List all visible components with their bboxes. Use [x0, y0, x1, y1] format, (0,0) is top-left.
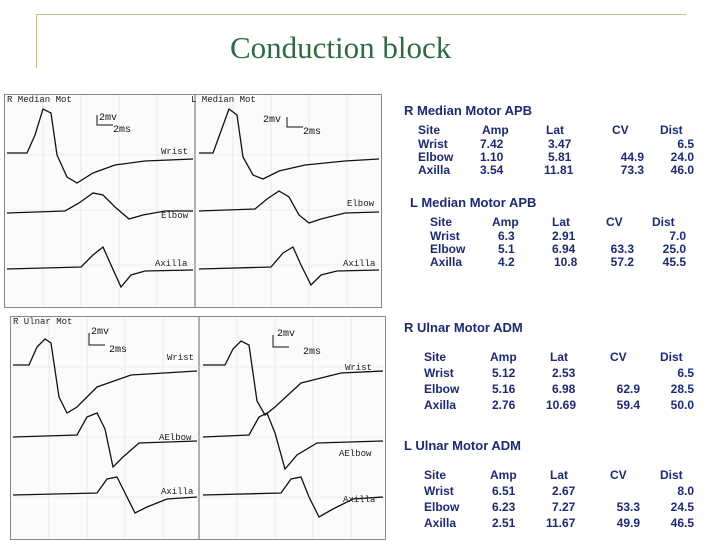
- cell-dist: 28.5: [670, 382, 694, 396]
- table-l-ulnar: [404, 438, 714, 538]
- cell-site: Wrist: [430, 229, 460, 243]
- slide-title: Conduction block: [230, 30, 452, 65]
- header-amp: Amp: [482, 123, 509, 137]
- cell-lat: 10.8: [554, 255, 578, 269]
- cell-lat: 6.94: [552, 242, 576, 256]
- ulnar-tracings-svg: [11, 317, 385, 539]
- header-dist: Dist: [660, 468, 683, 482]
- table-title: L Median Motor APB: [410, 195, 537, 210]
- cell-site: Elbow: [424, 382, 460, 396]
- ulnar-tracings-image: [10, 316, 386, 540]
- cell-site: Axilla: [424, 516, 457, 530]
- frame-line-left: [36, 14, 37, 68]
- header-lat: Lat: [550, 468, 568, 482]
- cell-amp: 4.2: [498, 255, 515, 269]
- table-title: R Ulnar Motor ADM: [404, 320, 523, 335]
- cell-cv: 57.2: [610, 255, 634, 269]
- ulnar-axilla-label-right: Axilla: [343, 495, 376, 505]
- r-median-panel-title: R Median Mot: [7, 95, 72, 105]
- table-l-median: [410, 195, 710, 271]
- header-amp: Amp: [490, 350, 517, 364]
- cell-dist: 6.5: [677, 366, 694, 380]
- r-ulnar-time-scale: 2ms: [109, 345, 128, 356]
- r-ulnar-amp-scale: 2mv: [91, 327, 110, 338]
- cell-amp: 5.1: [498, 242, 515, 256]
- cell-amp: 5.16: [492, 382, 516, 396]
- r-median-amp-scale: 2mv: [99, 113, 118, 124]
- r-median-time-scale: 2ms: [113, 125, 132, 136]
- header-amp: Amp: [490, 468, 517, 482]
- l-median-amp-scale: 2mv: [263, 115, 282, 126]
- cell-amp: 7.42: [480, 137, 504, 151]
- cell-dist: 46.0: [670, 163, 694, 177]
- header-site: Site: [418, 123, 441, 137]
- ulnar-axilla-label-left: Axilla: [161, 487, 194, 497]
- cell-site: Axilla: [424, 398, 457, 412]
- cell-dist: 24.0: [670, 150, 694, 164]
- cell-site: Wrist: [424, 366, 454, 380]
- frame-line-top: [36, 14, 686, 15]
- cell-dist: 7.0: [669, 229, 686, 243]
- cell-lat: 5.81: [548, 150, 572, 164]
- header-dist: Dist: [660, 123, 683, 137]
- l-ulnar-time-scale: 2ms: [303, 347, 322, 358]
- cell-lat: 11.81: [544, 163, 574, 177]
- cell-lat: 11.67: [546, 516, 576, 530]
- cell-lat: 6.98: [552, 382, 576, 396]
- cell-lat: 7.27: [552, 500, 576, 514]
- median-wrist-label: Wrist: [161, 147, 189, 157]
- cell-site: Elbow: [418, 150, 454, 164]
- cell-lat: 2.67: [552, 484, 576, 498]
- cell-amp: 2.76: [492, 398, 516, 412]
- header-lat: Lat: [546, 123, 564, 137]
- cell-amp: 6.51: [492, 484, 516, 498]
- header-dist: Dist: [660, 350, 683, 364]
- header-site: Site: [424, 468, 447, 482]
- cell-lat: 2.91: [552, 229, 576, 243]
- cell-site: Wrist: [418, 137, 448, 151]
- cell-lat: 3.47: [548, 137, 572, 151]
- cell-amp: 2.51: [492, 516, 516, 530]
- cell-dist: 50.0: [670, 398, 694, 412]
- header-cv: CV: [610, 350, 627, 364]
- cell-dist: 46.5: [670, 516, 694, 530]
- median-axilla-label-right: Axilla: [343, 259, 376, 269]
- header-cv: CV: [606, 215, 623, 229]
- median-axilla-label: Axilla: [155, 259, 188, 269]
- median-elbow-label: Elbow: [161, 211, 189, 221]
- table-title: L Ulnar Motor ADM: [404, 438, 521, 453]
- r-ulnar-panel-title: R Ulnar Mot: [13, 317, 73, 327]
- l-median-panel-title: L Median Mot: [191, 95, 256, 105]
- header-site: Site: [424, 350, 447, 364]
- median-elbow-label-right: Elbow: [347, 199, 375, 209]
- cell-dist: 24.5: [670, 500, 694, 514]
- cell-dist: 6.5: [677, 137, 694, 151]
- cell-cv: 59.4: [616, 398, 640, 412]
- header-amp: Amp: [492, 215, 519, 229]
- cell-amp: 6.23: [492, 500, 516, 514]
- cell-cv: 53.3: [616, 500, 640, 514]
- cell-site: Axilla: [418, 163, 451, 177]
- cell-site: Elbow: [430, 242, 466, 256]
- table-title: R Median Motor APB: [404, 103, 533, 118]
- cell-amp: 3.54: [480, 163, 504, 177]
- ulnar-wrist-label-right: Wrist: [345, 363, 373, 373]
- cell-dist: 8.0: [677, 484, 694, 498]
- median-tracings-svg: [5, 95, 381, 307]
- l-ulnar-amp-scale: 2mv: [277, 329, 296, 340]
- header-cv: CV: [612, 123, 629, 137]
- cell-amp: 5.12: [492, 366, 516, 380]
- header-dist: Dist: [652, 215, 675, 229]
- cell-cv: 73.3: [620, 163, 644, 177]
- header-lat: Lat: [552, 215, 570, 229]
- cell-lat: 10.69: [546, 398, 577, 412]
- table-r-median: [404, 103, 704, 179]
- header-lat: Lat: [550, 350, 568, 364]
- median-tracings-image: [4, 94, 382, 308]
- cell-dist: 25.0: [662, 242, 686, 256]
- table-r-ulnar: [404, 320, 714, 412]
- header-site: Site: [430, 215, 453, 229]
- cell-cv: 49.9: [616, 516, 640, 530]
- cell-dist: 45.5: [662, 255, 686, 269]
- cell-cv: 63.3: [610, 242, 634, 256]
- ulnar-elbow-label-right: AElbow: [339, 449, 372, 459]
- header-cv: CV: [610, 468, 627, 482]
- cell-cv: 44.9: [620, 150, 644, 164]
- cell-cv: 62.9: [616, 382, 640, 396]
- cell-site: Axilla: [430, 255, 463, 269]
- cell-site: Elbow: [424, 500, 460, 514]
- ulnar-wrist-label-left: Wrist: [167, 353, 195, 363]
- l-median-time-scale: 2ms: [303, 127, 322, 138]
- cell-amp: 6.3: [498, 229, 515, 243]
- cell-lat: 2.53: [552, 366, 576, 380]
- cell-amp: 1.10: [480, 150, 504, 164]
- cell-site: Wrist: [424, 484, 454, 498]
- ulnar-elbow-label-left: AElbow: [159, 433, 192, 443]
